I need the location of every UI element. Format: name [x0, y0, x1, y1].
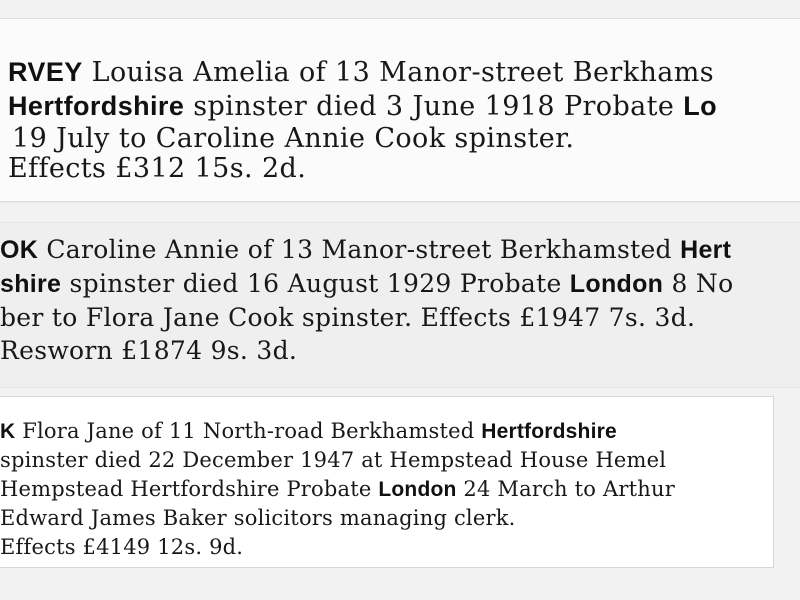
- entry-line: [0, 303, 695, 332]
- entry-line: [0, 477, 675, 502]
- entry-text: Edward James Baker solicitors managing clerk.: [0, 506, 516, 530]
- entry-line: [12, 123, 574, 154]
- probate-entry-harvey: [0, 18, 800, 202]
- entry-line: [0, 506, 516, 530]
- probate-entry-cook-flora: [0, 396, 774, 568]
- entry-line: [8, 91, 717, 122]
- entry-surname: OK: [0, 236, 39, 264]
- entry-line: [0, 419, 617, 444]
- entry-county: Hertfordshire: [8, 91, 185, 121]
- entry-text: Caroline Annie of 13 Manor-street Berkhamsted: [38, 235, 681, 264]
- entry-registry: London: [569, 270, 664, 298]
- entry-text: 19 July to Caroline Annie Cook spinster.: [12, 123, 575, 154]
- entry-text: Effects £312 15s. 2d.: [8, 153, 307, 184]
- entry-text: spinster died 3 June 1918 Probate: [184, 91, 684, 122]
- entry-resworn: [0, 336, 297, 365]
- entry-surname: RVEY: [8, 57, 83, 87]
- entry-text: 24 March to Arthur: [456, 477, 675, 501]
- entry-effects: [0, 535, 243, 559]
- probate-entry-cook-caroline: [0, 222, 800, 388]
- entry-registry: Lo: [683, 91, 718, 121]
- entry-surname: K: [0, 420, 16, 443]
- entry-county: Hert: [680, 236, 732, 264]
- entry-county: Hertfordshire: [481, 420, 617, 443]
- entry-text: Resworn £1874 9s. 3d.: [0, 336, 298, 365]
- entry-line: [0, 235, 731, 265]
- entry-text: spinster died 22 December 1947 at Hempstead House Hemel: [0, 448, 667, 472]
- entry-text: ber to Flora Jane Cook spinster. Effects £1947 7s. 3d.: [0, 303, 696, 332]
- entry-text: 8 No: [663, 269, 734, 298]
- entry-registry: London: [378, 478, 457, 501]
- entry-line: [8, 57, 714, 88]
- entry-text: Flora Jane of 11 North-road Berkhamsted: [15, 419, 482, 443]
- entry-effects: [8, 153, 306, 184]
- entry-line: [0, 269, 733, 299]
- entry-county: shire: [0, 270, 62, 298]
- entry-text: spinster died 16 August 1929 Probate: [61, 269, 570, 298]
- entry-line: [0, 448, 666, 472]
- entry-text: Effects £4149 12s. 9d.: [0, 535, 244, 559]
- entry-text: Louisa Amelia of 13 Manor-street Berkhams: [82, 57, 715, 88]
- entry-text: Hempstead Hertfordshire Probate: [0, 477, 379, 501]
